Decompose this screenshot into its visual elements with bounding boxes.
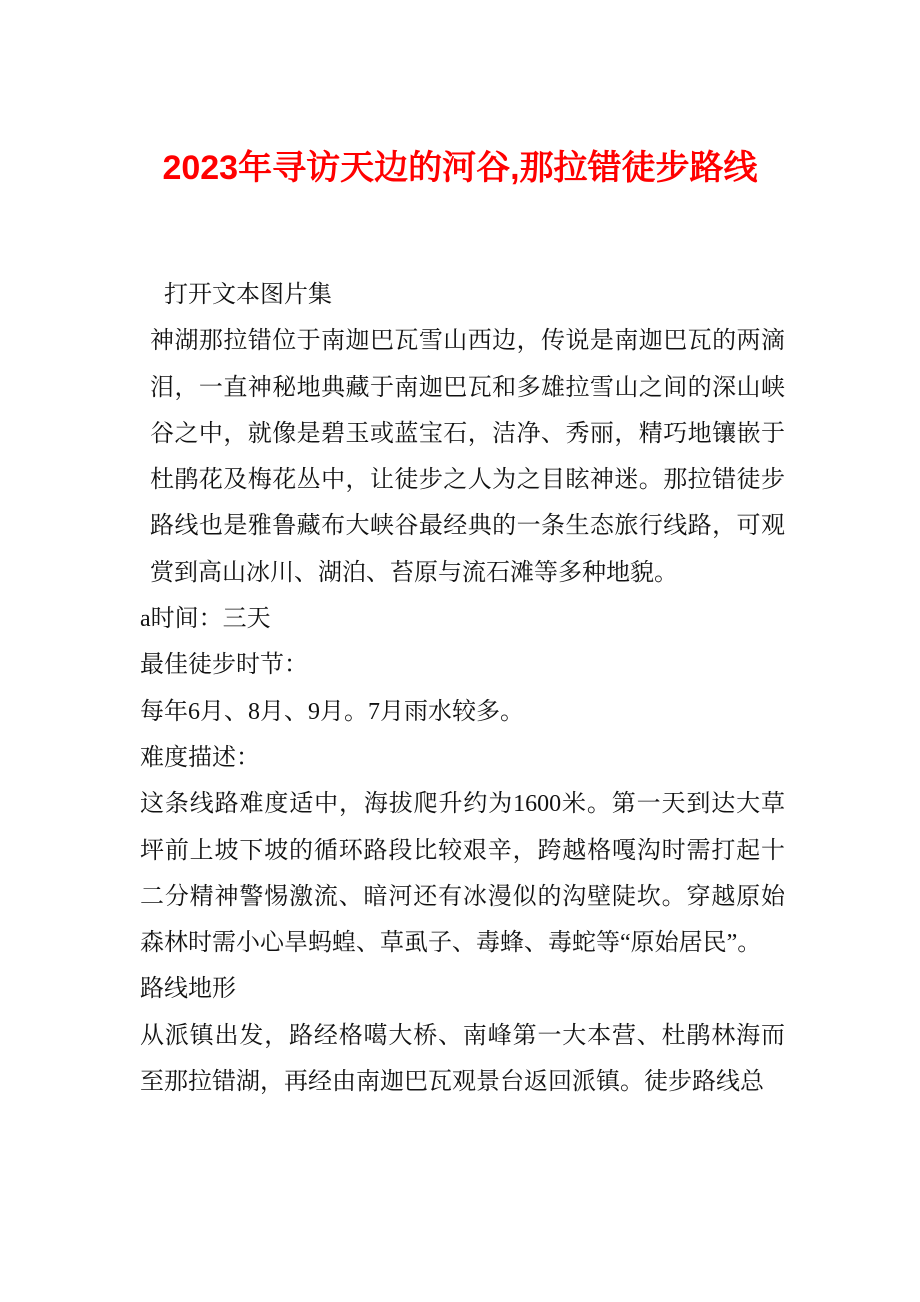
document-body [140,272,785,1105]
paragraph-difficulty: 这条线路难度适中，海拔爬升约为1600米。第一天到达大草坪前上坡下坡的循环路段比较艰辛，跨越格嘎沟时需打起十二分精神警惕激流、暗河还有冰漫似的沟壁陡坎。穿越原始森林时需小心旱蚂蝗、草虱子、毒蜂、毒蛇等“原始居民”。 [140,791,785,957]
paragraph-best-season-heading: 最佳徒步时节： [140,652,308,679]
paragraph-image-collection: 打开文本图片集 [164,282,332,308]
paragraph-terrain: 从派镇出发，路经格噶大桥、南峰第一大本营、杜鹃林海而至那拉错湖，再经由南迦巴瓦观景台返回派镇。徒步路线总 [140,1022,785,1096]
paragraph-difficulty-heading: 难度描述： [140,744,260,771]
paragraph-terrain-heading: 路线地形 [140,976,236,1003]
document-title: 2023年寻访天边的河谷,那拉错徒步路线 [162,149,758,187]
paragraph-best-season: 每年6月、8月、9月。7月雨水较多。 [140,698,524,725]
paragraph-duration: a时间：三天 [140,606,271,633]
paragraph-intro: 神湖那拉错位于南迦巴瓦雪山西边，传说是南迦巴瓦的两滴泪，一直神秘地典藏于南迦巴瓦和多雄拉雪山之间的深山峡谷之中，就像是碧玉或蓝宝石，洁净、秀丽，精巧地镶嵌于杜鹃花及梅花丛中，让徒步之人为之目眩神迷。那拉错徒步路线也是雅鲁藏布大峡谷最经典的一条生态旅行线路，可观赏到高山冰川、湖泊、苔原与流石滩等多种地貌。 [150,328,785,586]
